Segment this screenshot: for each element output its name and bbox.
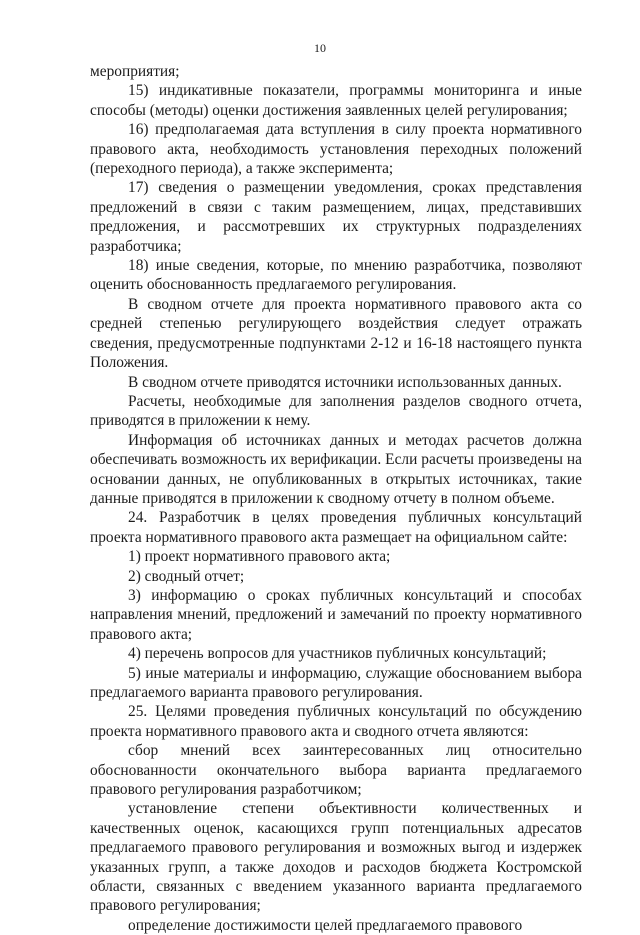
paragraph: мероприятия; xyxy=(90,63,180,80)
paragraph: 17) сведения о размещении уведомления, сроках представления предложений в связи с таким размещением, лицах, представивших предложения, и рассмотревших их структурных подразделениях разработчика; xyxy=(90,179,582,255)
paragraph: определение достижимости целей предлагаемого правового xyxy=(128,916,523,934)
paragraph: 25. Целями проведения публичных консультаций по обсуждению проекта нормативного правового акта и сводного отчета являются: xyxy=(90,703,582,740)
paragraph: 5) иные материалы и информацию, служащие обоснованием выбора предлагаемого варианта правового регулирования. xyxy=(90,664,582,701)
paragraph: 2) сводный отчет; xyxy=(128,567,245,585)
paragraph: 3) информацию о сроках публичных консультаций и способах направления мнений, предложений и замечаний по проекту нормативного правового акта; xyxy=(90,586,582,643)
paragraph: 18) иные сведения, которые, по мнению разработчика, позволяют оценить обоснованность предлагаемого регулирования. xyxy=(90,257,582,294)
document-body xyxy=(90,62,582,935)
paragraph: установление степени объективности количественных и качественных оценок, касающихся групп потенциальных адресатов предлагаемого правового регулирования и возможных выгод и издержек указанных групп, а также доходов и расходов бюджета Костромской области, связанных с введением указанного варианта предлагаемого правового регулирования; xyxy=(90,800,582,915)
paragraph: 15) индикативные показатели, программы мониторинга и иные способы (методы) оценки достижения заявленных целей регулирования; xyxy=(90,82,582,119)
paragraph: Информация об источниках данных и методах расчетов должна обеспечивать возможность их верификации. Если расчеты произведены на основании данных, не опубликованных в открытых источниках, такие данные приводятся в приложении к сводному отчету в полном объеме. xyxy=(90,431,582,507)
paragraph: В сводном отчете для проекта нормативного правового акта со средней степенью регулирующего воздействия следует отражать сведения, предусмотренные подпунктами 2-12 и 16-18 настоящего пункта Положения. xyxy=(90,295,582,372)
paragraph: В сводном отчете приводятся источники использованных данных. xyxy=(128,373,562,391)
paragraph: 24. Разработчик в целях проведения публичных консультаций проекта нормативного правового акта размещает на официальном сайте: xyxy=(90,509,582,546)
paragraph: 4) перечень вопросов для участников публичных консультаций; xyxy=(128,645,547,663)
paragraph: 16) предполагаемая дата вступления в силу проекта нормативного правового акта, необходимость установления переходных положений (переходного периода), а также эксперимента; xyxy=(90,121,582,178)
paragraph: Расчеты, необходимые для заполнения разделов сводного отчета, приводятся в приложении к нему. xyxy=(90,392,582,430)
paragraph: сбор мнений всех заинтересованных лиц относительно обоснованности окончательного выбора варианта предлагаемого правового регулирования разработчиком; xyxy=(90,742,582,799)
page-number: 10 xyxy=(314,41,326,55)
paragraph: 1) проект нормативного правового акта; xyxy=(128,548,391,566)
